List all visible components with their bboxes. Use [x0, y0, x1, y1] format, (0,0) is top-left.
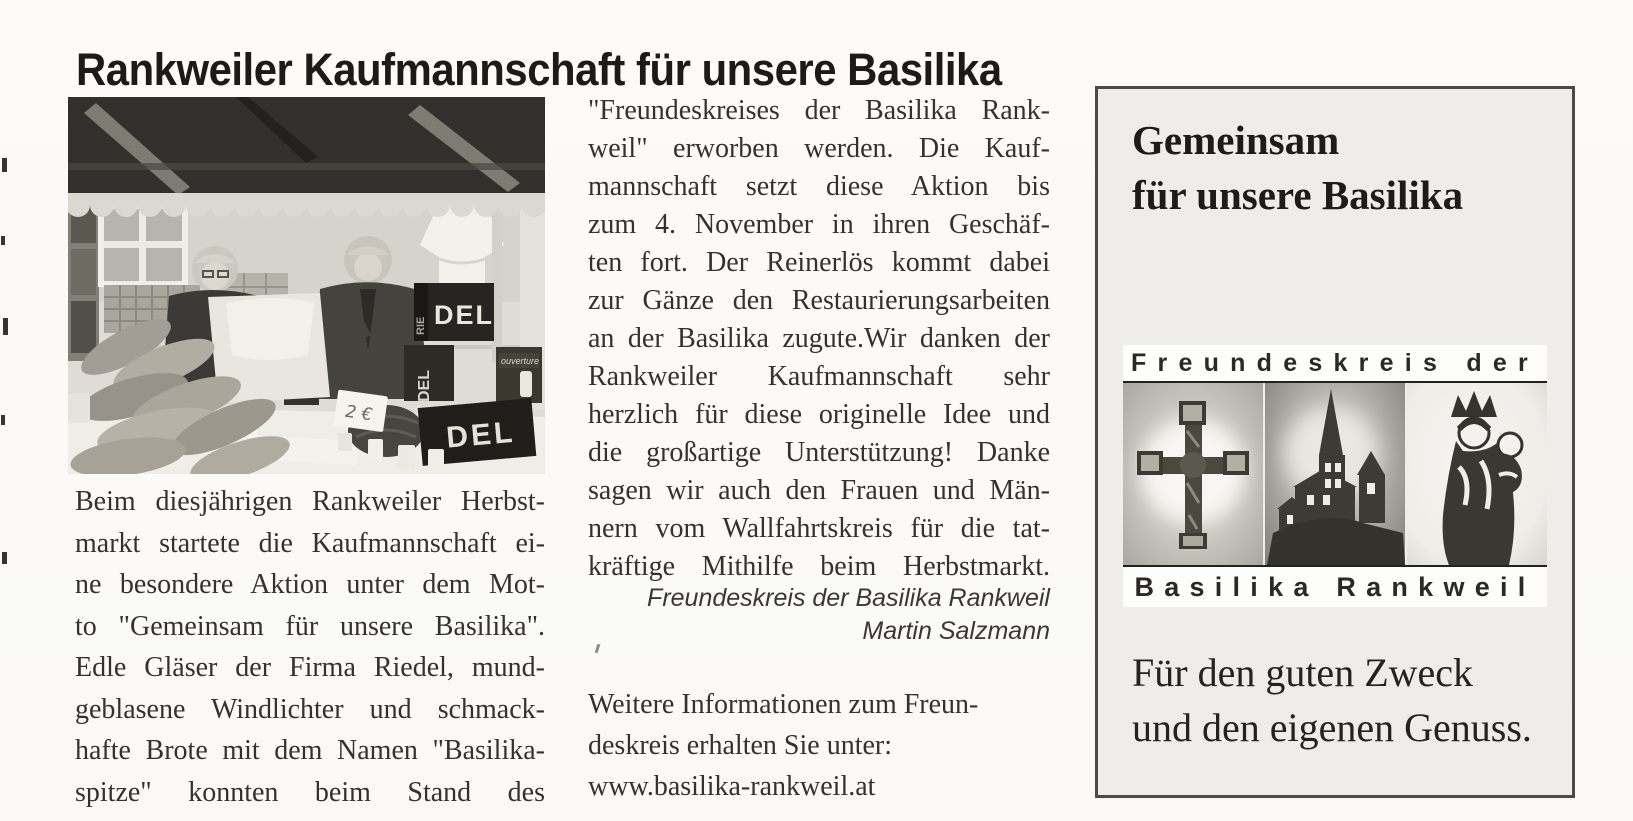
byline	[588, 582, 1050, 648]
logo-church-image	[1265, 383, 1405, 565]
logo-madonna-image	[1407, 383, 1547, 565]
byline-author: Martin Salzmann	[862, 617, 1050, 645]
text-line: to "Gemeinsam für unsere Basilika".	[75, 610, 545, 642]
madonna-and-child-icon	[1443, 391, 1522, 565]
logo-band-top: Freundeskreis der	[1123, 345, 1547, 383]
text-line: ne besondere Aktion unter dem Mot-	[75, 569, 545, 600]
middle-column-paragraph	[588, 92, 1050, 586]
text-line: kräftige Mithilfe beim Herbstmarkt.	[588, 551, 1050, 582]
text-line: sagen wir auch den Frauen und Män-	[588, 475, 1050, 506]
text-line: spitze" konnten beim Stand des	[75, 776, 545, 808]
text-line: nern vom Wallfahrtskreis für die tat-	[588, 513, 1050, 544]
text-line: markt startete die Kaufmannschaft ei-	[75, 527, 545, 559]
awning	[68, 97, 545, 195]
riedel-box-mid-label: DEL	[416, 370, 433, 402]
text-line: deskreis erhalten Sie unter:	[588, 730, 893, 761]
riedel-box-bottom-label: DEL	[444, 415, 517, 455]
text-line: für unsere Basilika	[1132, 172, 1464, 218]
text-line: die großartige Unterstützung! Danke	[588, 437, 1050, 468]
text-line: hafte Brote mit dem Namen "Basilika-	[75, 735, 545, 766]
text-line: "Freundeskreises der Basilika Rank-	[588, 95, 1050, 126]
article-title: Rankweiler Kaufmannschaft für unsere Basilika	[76, 44, 1002, 96]
text-line: Edle Gläser der Firma Riedel, mund-	[75, 652, 545, 683]
text-line: Beim diesjährigen Rankweiler Herbst-	[75, 486, 545, 517]
text-line: Rankweiler Kaufmannschaft sehr	[588, 361, 1050, 392]
text-line: herzlich für diese originelle Idee und	[588, 399, 1050, 430]
info-block	[588, 684, 1050, 807]
freundeskreis-logo	[1123, 345, 1547, 607]
riedel-box-top-label: DEL	[434, 300, 494, 330]
text-line: zur Gänze den Restaurierungsarbeiten	[588, 285, 1050, 316]
advertisement-box	[1095, 86, 1575, 798]
text-line: geblasene Windlichter und schmack-	[75, 693, 545, 725]
text-line: mannschaft setzt diese Aktion bis	[588, 171, 1050, 202]
text-line: zum 4. November in ihren Geschäf-	[588, 209, 1050, 240]
text-line: und den eigenen Genuss.	[1132, 705, 1532, 750]
text-line: Weitere Informationen zum Freun-	[588, 689, 979, 720]
price-sign-label: 2 €	[344, 401, 374, 426]
price-sign	[333, 390, 388, 433]
text-line: weil" erworben werden. Die Kauf-	[588, 133, 1050, 164]
byline-organization: Freundeskreis der Basilika Rankweil	[647, 584, 1050, 612]
text-line: Gemeinsam	[1132, 117, 1340, 163]
ouverture-box-label: ouverture	[501, 356, 540, 366]
cross-icon	[1137, 401, 1249, 549]
ad-tagline	[1132, 645, 1532, 755]
riedel-box-side-label: RIE	[415, 316, 427, 335]
text-line: ten fort. Der Reinerlös kommt dabei	[588, 247, 1050, 278]
text-line: www.basilika-rankweil.at	[588, 771, 876, 802]
logo-band-bottom: Basilika Rankweil	[1123, 565, 1547, 607]
left-column-paragraph	[75, 481, 545, 813]
logo-cross-image	[1123, 383, 1263, 565]
text-line: Für den guten Zweck	[1132, 650, 1474, 695]
market-stand-photo	[68, 97, 545, 474]
logo-panels	[1123, 383, 1547, 565]
ad-heading	[1132, 113, 1463, 223]
text-line: an der Basilika zugute.Wir danken der	[588, 323, 1050, 354]
